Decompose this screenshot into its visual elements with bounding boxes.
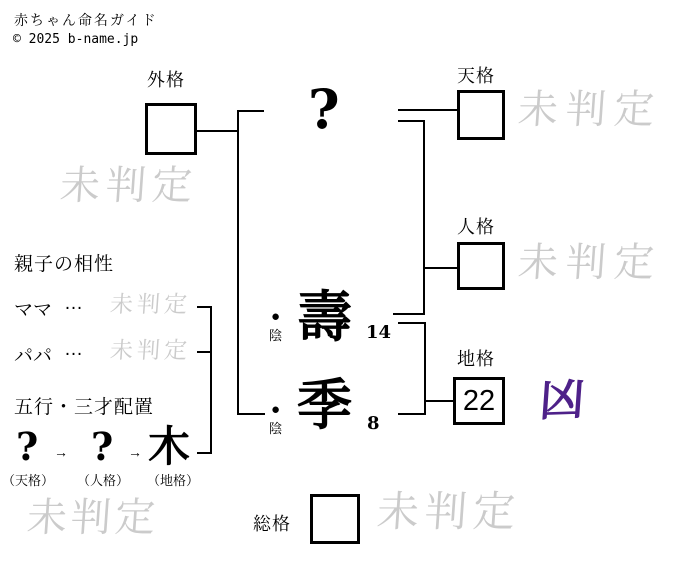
gogyo-tenkaku-symbol: ? — [16, 424, 39, 469]
gogyo-title: 五行・三才配置 — [14, 397, 155, 418]
soukaku-result-watermark: 未判定 — [375, 487, 523, 536]
connector-gogyo-stub — [197, 452, 212, 454]
compatibility-papa-label: パパ — [14, 346, 53, 367]
char1-yin-label: 陰 — [269, 328, 283, 343]
connector-gaikaku-box — [197, 130, 238, 132]
char2-yin-label: 陰 — [269, 421, 283, 436]
gaikaku-result-watermark: 未判定 — [58, 163, 200, 209]
chikaku-value-box: 22 — [453, 377, 505, 425]
char2-stroke-count: 8 — [367, 413, 380, 434]
connector-char1-lower-stub — [398, 322, 425, 324]
jinkaku-value-box — [457, 242, 505, 290]
chikaku-result-kyou: 凶 — [538, 374, 586, 427]
gogyo-jinkaku-symbol: ? — [91, 424, 114, 469]
gaikaku-label: 外格 — [147, 70, 185, 90]
connector-surname-jinkaku-stub — [398, 120, 425, 122]
gogyo-result-watermark: 未判定 — [25, 495, 161, 541]
gogyo-chikaku-caption: （地格） — [147, 473, 200, 488]
soukaku-label: 総格 — [253, 514, 291, 534]
compatibility-mama-label: ママ — [14, 300, 53, 321]
gogyo-arrow1-icon: → — [54, 444, 68, 460]
connector-chikaku-box-stub — [424, 400, 453, 402]
compatibility-mama-ellipsis: … — [64, 293, 83, 314]
gaikaku-value-box — [145, 103, 197, 155]
gogyo-jinkaku-caption: （人格） — [77, 473, 130, 488]
gogyo-chikaku-symbol: 木 — [148, 422, 191, 471]
connector-mama-stub — [197, 306, 212, 308]
tenkaku-value-box — [457, 90, 505, 140]
connector-jinkaku-box-stub — [423, 267, 457, 269]
char1-yin-dot-icon: ● — [271, 308, 281, 325]
connector-papa-stub — [197, 351, 212, 353]
connector-char1-upper-stub — [393, 313, 424, 315]
gogyo-arrow2-icon: → — [128, 444, 142, 460]
connector-gaikaku-top-stub — [237, 110, 264, 112]
connector-char2-stub — [398, 413, 425, 415]
jinkaku-result-watermark: 未判定 — [516, 240, 664, 286]
char1-stroke-count: 14 — [366, 322, 392, 343]
gogyo-tenkaku-caption: （天格） — [2, 473, 55, 488]
given-name-char1: 壽 — [297, 284, 353, 349]
compatibility-title: 親子の相性 — [14, 254, 115, 275]
chikaku-label: 地格 — [457, 349, 495, 369]
connector-gaikaku-bracket — [237, 110, 239, 415]
connector-jinkaku-bracket — [423, 120, 425, 315]
connector-compatibility-bracket — [210, 306, 212, 454]
compatibility-papa-ellipsis: … — [64, 339, 83, 360]
compatibility-mama-result: 未判定 — [109, 292, 192, 318]
tenkaku-label: 天格 — [457, 66, 495, 86]
site-title: 赤ちゃん命名ガイド — [14, 12, 158, 28]
connector-surname-tenkaku — [398, 109, 457, 111]
connector-gaikaku-bottom-stub — [237, 413, 265, 415]
copyright-text: © 2025 b-name.jp — [13, 32, 139, 47]
char2-yin-dot-icon: ● — [271, 401, 281, 418]
tenkaku-result-watermark: 未判定 — [516, 87, 664, 133]
compatibility-papa-result: 未判定 — [109, 338, 192, 364]
surname-char: ? — [308, 77, 340, 141]
given-name-char2: 季 — [297, 372, 353, 437]
jinkaku-label: 人格 — [457, 217, 495, 237]
soukaku-value-box — [310, 494, 360, 544]
